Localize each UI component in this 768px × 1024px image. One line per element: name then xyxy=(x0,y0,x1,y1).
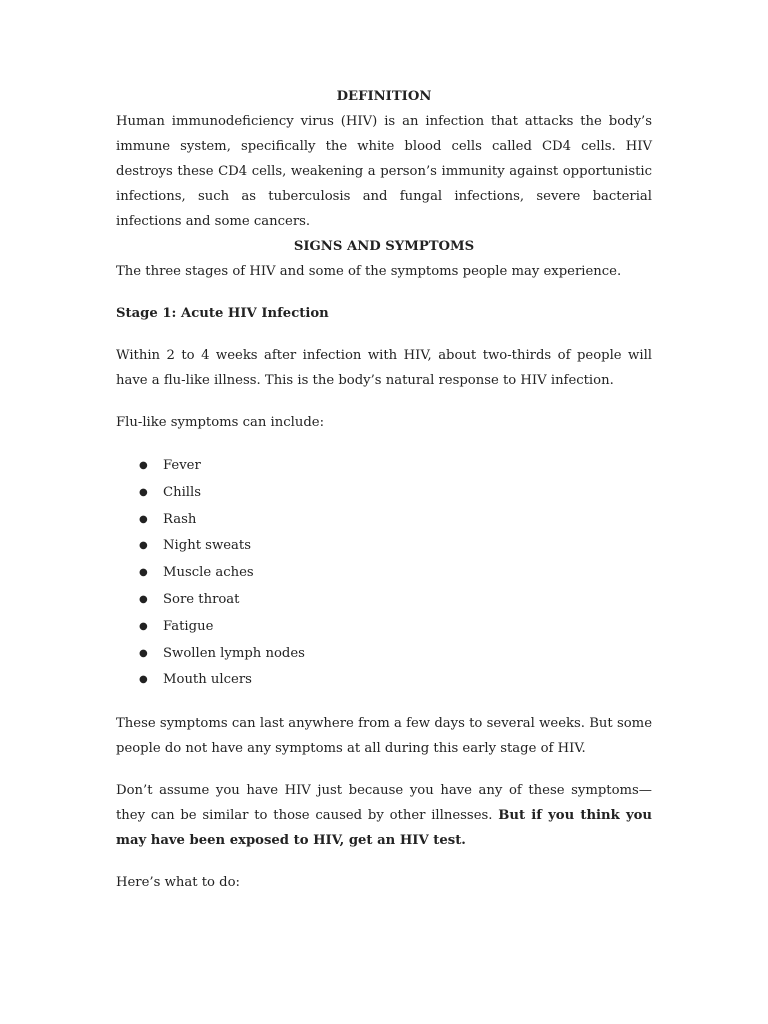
symptom-label: Fever xyxy=(163,458,201,473)
bullet-icon: ● xyxy=(139,620,148,632)
stage1-title: Stage 1: Acute HIV Infection xyxy=(116,306,329,321)
symptom-label: Swollen lymph nodes xyxy=(163,645,305,661)
symptom-label: Sore throat xyxy=(163,591,240,607)
symptom-label: Mouth ulcers xyxy=(163,672,252,688)
symptom-label: Night sweats xyxy=(163,538,251,554)
symptom-label: Chills xyxy=(163,484,202,500)
list-item xyxy=(116,614,652,641)
stage1-para1: Within 2 to 4 weeks after infection with HIV, about two-thirds of people will have a flu-like illness. This is the body’s natural response to HIV infection. xyxy=(116,348,652,388)
stage1-para3 xyxy=(116,778,652,853)
list-item xyxy=(116,641,652,668)
bullet-icon: ● xyxy=(139,540,148,552)
list-item xyxy=(116,587,652,614)
bullet-icon: ● xyxy=(139,674,148,686)
list-item xyxy=(116,533,652,560)
bullet-icon: ● xyxy=(139,647,148,659)
bullet-icon: ● xyxy=(139,460,148,471)
document-page xyxy=(116,84,652,895)
bullet-icon: ● xyxy=(139,513,148,525)
para3-bold-text: But if you think you may have been exposed to HIV, get an HIV test. xyxy=(116,808,652,849)
list-item xyxy=(116,667,652,694)
para3-normal-text: Don’t assume you have HIV just because you have any of these symptoms—they can be similar to those caused by other illnesses. xyxy=(116,783,652,824)
stage1-para4: Here’s what to do: xyxy=(116,875,240,891)
bullet-icon: ● xyxy=(139,567,148,579)
symptom-label: Rash xyxy=(163,511,197,527)
signs-intro: The three stages of HIV and some of the symptoms people may experience. xyxy=(116,264,622,279)
list-item xyxy=(116,507,652,534)
definition-text: Human immunodeficiency virus (HIV) is an infection that attacks the body’s immune system, specifically the white blood cells called CD4 cells. HIV destroys these CD4 cells, weakening a person’s immunity against opportunistic infections, such as tuberculosis and fungal infections, severe bacterial infections and some cancers. xyxy=(116,114,652,229)
bullet-icon: ● xyxy=(139,486,148,498)
bullet-icon: ● xyxy=(139,593,148,605)
symptom-label: Fatigue xyxy=(163,618,214,634)
list-item xyxy=(116,560,652,587)
signs-heading: SIGNS AND SYMPTOMS xyxy=(293,239,475,254)
symptoms-list xyxy=(116,453,652,694)
stage1-para2: These symptoms can last anywhere from a few days to several weeks. But some people do not have any symptoms at all during this early stage of HIV. xyxy=(116,716,652,757)
symptoms-intro: Flu-like symptoms can include: xyxy=(116,415,325,430)
list-item xyxy=(116,480,652,507)
list-item xyxy=(116,453,652,480)
definition-heading: DEFINITION xyxy=(336,89,432,104)
symptom-label: Muscle aches xyxy=(163,565,254,581)
